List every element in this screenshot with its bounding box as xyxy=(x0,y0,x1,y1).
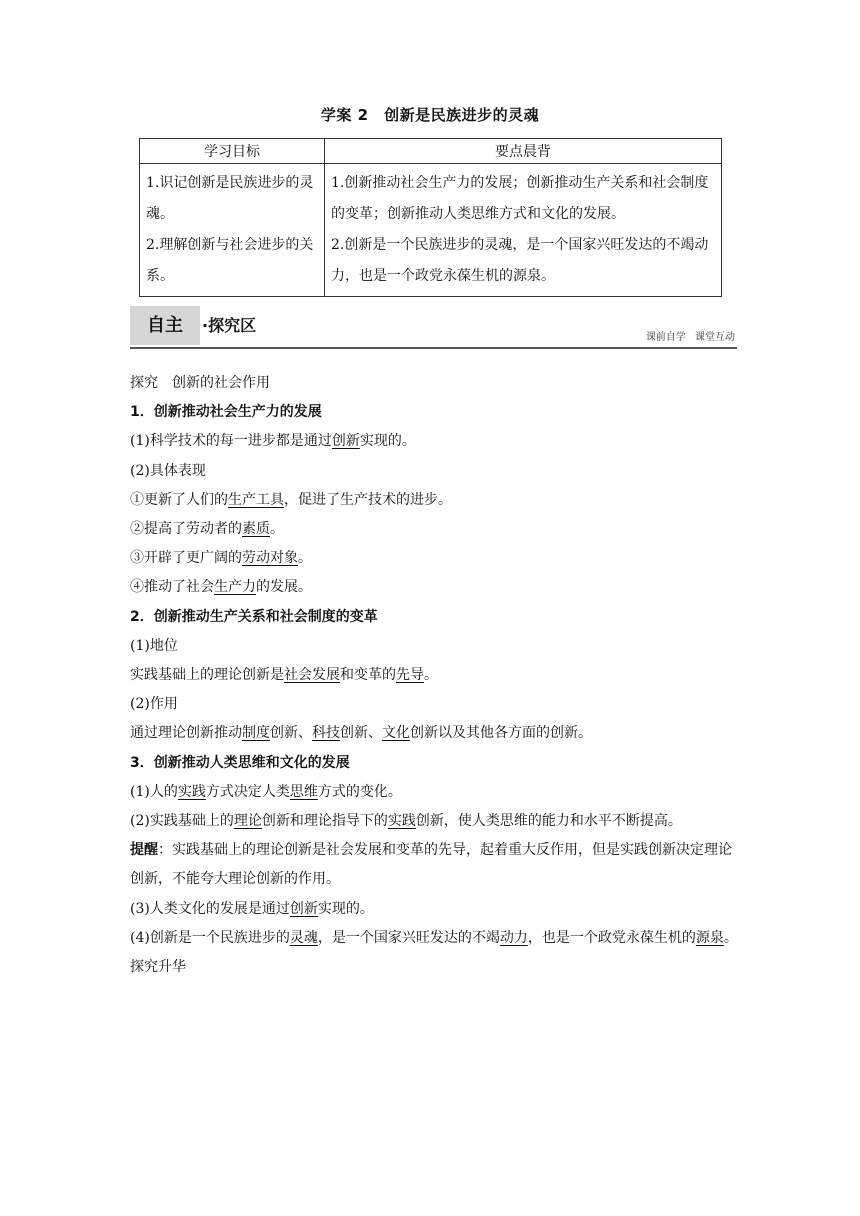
text-line: (1)人的实践方式决定人类思维方式的变化。 xyxy=(130,783,402,800)
blank-answer: 实践 xyxy=(177,783,206,800)
text-line: (2)具体表现 xyxy=(130,462,206,479)
blank-answer: 创新 xyxy=(289,900,318,917)
table-row xyxy=(140,164,722,297)
goal-item: 2.理解创新与社会进步的关系。 xyxy=(146,237,314,284)
text-line: ①更新了人们的生产工具，促进了生产技术的进步。 xyxy=(130,491,452,508)
section-title: ·探究区 xyxy=(202,316,257,335)
blank-answer: 素质 xyxy=(242,521,270,538)
text-line: (3)人类文化的发展是通过创新实现的。 xyxy=(130,900,374,917)
point-item: 2.创新是一个民族进步的灵魂，是一个国家兴旺发达的不竭动力，也是一个政党永葆生机的源泉。 xyxy=(331,237,709,284)
text-line: 通过理论创新推动制度创新、科技创新、文化创新以及其他各方面的创新。 xyxy=(130,725,592,742)
blank-answer: 思维 xyxy=(289,783,318,800)
explore-upgrade-heading: 探究升华 xyxy=(130,959,186,976)
blank-answer: 先导 xyxy=(396,667,424,684)
goals-table xyxy=(139,138,722,297)
blank-answer: 创新 xyxy=(331,433,360,450)
goal-item: 1.识记创新是民族进步的灵魂。 xyxy=(146,175,314,222)
text-line: (1)地位 xyxy=(130,637,178,654)
text-line: (2)作用 xyxy=(130,696,178,713)
points-cell xyxy=(325,164,722,297)
section-subtitle: 课前自学 课堂互动 xyxy=(645,332,735,343)
point-heading: 3．创新推动人类思维和文化的发展 xyxy=(130,754,350,771)
text-line: ②提高了劳动者的素质。 xyxy=(130,521,284,538)
blank-answer: 理论 xyxy=(233,813,262,830)
blank-answer: 劳动对象 xyxy=(242,550,298,567)
text-line: 实践基础上的理论创新是社会发展和变革的先导。 xyxy=(130,667,438,684)
blank-answer: 生产力 xyxy=(214,579,256,596)
table-header-row xyxy=(140,139,722,164)
text-line: ③开辟了更广阔的劳动对象。 xyxy=(130,550,312,567)
goals-cell xyxy=(140,164,325,297)
reminder-note: 提醒：实践基础上的理论创新是社会发展和变革的先导，起着重大反作用，但是实践创新决定理论创新，不能夸大理论创新的作用。 xyxy=(130,842,732,888)
text-line: (1)科学技术的每一进步都是通过创新实现的。 xyxy=(130,433,416,450)
blank-answer: 制度 xyxy=(242,725,270,742)
point-heading: 1．创新推动社会生产力的发展 xyxy=(130,404,322,421)
section-label: 自主 xyxy=(130,306,200,345)
section-header xyxy=(130,306,737,349)
text-line: ④推动了社会生产力的发展。 xyxy=(130,579,312,596)
text-line: (4)创新是一个民族进步的灵魂，是一个国家兴旺发达的不竭动力，也是一个政党永葆生机的源泉。 xyxy=(130,929,738,946)
page-title: 学案 2 创新是民族进步的灵魂 xyxy=(320,106,540,124)
explore-heading: 探究 创新的社会作用 xyxy=(130,375,270,391)
header-learning-goals: 学习目标 xyxy=(140,139,325,164)
blank-answer: 文化 xyxy=(382,725,410,742)
blank-answer: 动力 xyxy=(499,929,528,946)
reminder-label: 提醒 xyxy=(130,842,158,859)
header-key-points: 要点晨背 xyxy=(325,139,722,164)
content-body xyxy=(130,369,738,982)
text-line: (2)实践基础上的理论创新和理论指导下的实践创新，使人类思维的能力和水平不断提高。 xyxy=(130,813,682,830)
blank-answer: 灵魂 xyxy=(289,929,318,946)
point-item: 1.创新推动社会生产力的发展；创新推动生产关系和社会制度的变革；创新推动人类思维方式和文化的发展。 xyxy=(331,175,709,222)
blank-answer: 实践 xyxy=(387,813,416,830)
point-heading: 2．创新推动生产关系和社会制度的变革 xyxy=(130,608,378,625)
blank-answer: 科技 xyxy=(312,725,340,742)
blank-answer: 社会发展 xyxy=(284,667,340,684)
blank-answer: 生产工具 xyxy=(228,491,284,508)
blank-answer: 源泉 xyxy=(695,929,724,946)
